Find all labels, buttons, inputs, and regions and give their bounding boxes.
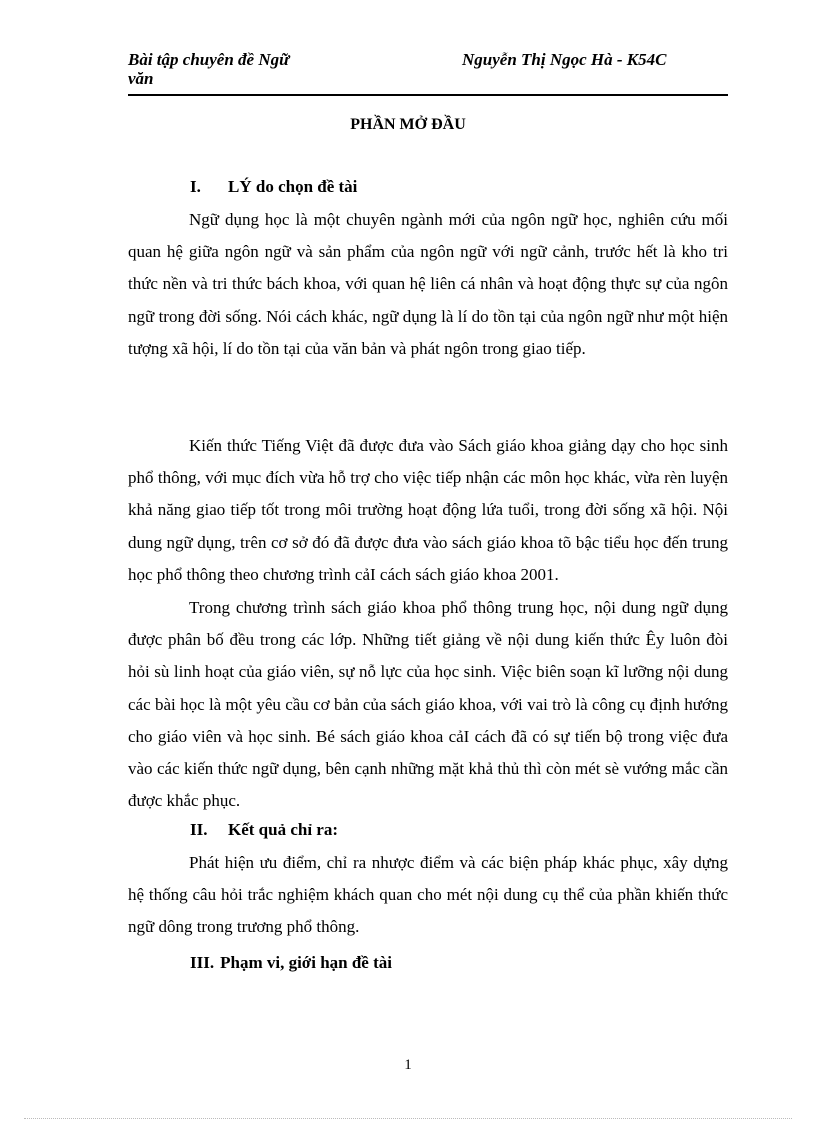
page-number: 1: [404, 1057, 412, 1073]
section-title: Phạm vi, giới hạn đề tài: [220, 953, 392, 972]
section-number: II.: [190, 820, 208, 839]
page-title: PHẦN MỞ ĐẦU: [350, 116, 466, 133]
section-heading-2: [190, 820, 338, 840]
paragraph: Kiến thức Tiếng Việt đã được đưa vào Sách giáo khoa giảng dạy cho học sinh phổ thông, với mục đích vừa hỗ trợ cho việc tiếp nhận các môn học khác, vừa rèn luyện khả năng giao tiếp tốt trong môi trường hoạt động lứa tuổi, trong đời sống xã hội. Nội dung ngữ dụng, trên cơ sở đó đã được đưa vào sách giáo khoa tõ bậc tiểu học đến trung học phổ thông theo chương trình cảI cách sách giáo khoa 2001.: [128, 436, 728, 584]
header-author: Nguyễn Thị Ngọc Hà - K54C: [462, 50, 667, 69]
section-heading-1: [190, 177, 357, 197]
section-title: LÝ do chọn đề tài: [228, 177, 358, 196]
section-heading-3: [190, 953, 392, 973]
section-title: Kết quả chỉ ra:: [228, 820, 339, 839]
section-number: I.: [190, 177, 201, 196]
section-number: III.: [190, 953, 215, 972]
page-header: [128, 50, 728, 96]
page-bottom-border: [24, 1118, 792, 1119]
paragraph: Trong chương trình sách giáo khoa phổ thông trung học, nội dung ngữ dụng được phân bố đều trong các lớp. Những tiết giảng về nội dung kiến thức Êy luôn đòi hỏi sù linh hoạt của giáo viên, sự nỗ lực của học sinh. Việc biên soạn kĩ lưỡng nội dung các bài học là một yêu cầu cơ bản của sách giáo khoa, với vai trò là công cụ định hướng cho giáo viên và học sinh. Bé sách giáo khoa cảI cách đã có sự tiến bộ trong việc đưa vào các kiến thức ngữ dụng, bên cạnh những mặt khả thủ thì còn mét sè vướng mắc cần được khắc phục.: [128, 598, 728, 811]
paragraph: Ngữ dụng học là một chuyên ngành mới của ngôn ngữ học, nghiên cứu mối quan hệ giữa ngôn ngữ và sản phẩm của ngôn ngữ với ngữ cảnh, trước hết là kho tri thức nền và tri thức bách khoa, với quan hệ liên cá nhân và hoạt động thực sự của ngôn ngữ trong đời sống. Nói cách khác, ngữ dụng là lí do tồn tại của ngôn ngữ như một hiện tượng xã hội, lí do tồn tại của văn bản và phát ngôn trong giao tiếp.: [128, 210, 728, 358]
header-course-title: Bài tập chuyên đề Ngữ văn: [128, 50, 290, 88]
paragraph: Phát hiện ưu điểm, chỉ ra nhược điểm và các biện pháp khác phục, xây dựng hệ thống câu hỏi trắc nghiệm khách quan cho mét nội dung cụ thể của phần khiến thức ngữ dông trong trương phổ thông.: [128, 853, 728, 937]
